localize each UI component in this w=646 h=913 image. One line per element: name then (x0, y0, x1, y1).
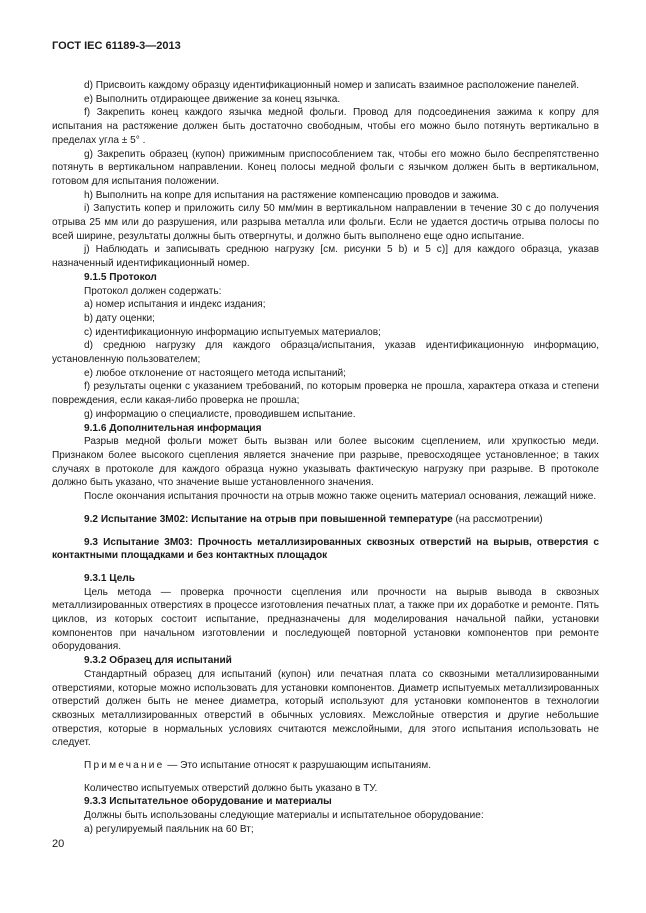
hole-count-text: Количество испытуемых отверстий должно быть указано в ТУ. (84, 782, 378, 794)
note (52, 759, 599, 773)
equipment-item-a: a) регулируемый паяльник на 60 Вт; (84, 823, 254, 835)
page-number: 20 (52, 838, 65, 850)
heading-9-2-title: 9.2 Испытание 3М02: Испытание на отрыв при повышенной температуре (84, 513, 453, 525)
note-text: — Это испытание относят к разрушающим испытаниям. (164, 760, 432, 772)
step-e: e) Выполнить отдирающее движение за конец язычка. (84, 93, 341, 105)
protocol-intro: Протокол должен содержать: (84, 285, 222, 297)
step-f: f) Закрепить конец каждого язычка медной фольги. Провод для подсоединения зажима к копру для испытания на растяжение должен быть достаточно свободным, чтобы его можно было потянуть вертикально в пределах угла ± 5° . (52, 107, 599, 146)
additional-info-2: После окончания испытания прочности на отрыв можно также оценить материал основания, лежащий ниже. (84, 491, 597, 503)
protocol-item-g: g) информацию о специалисте, проводившем испытание. (84, 408, 356, 420)
step-d: d) Присвоить каждому образцу идентификационный номер и записать взаимное расположение панелей. (84, 80, 580, 91)
heading-9-3-1: 9.3.1 Цель (84, 572, 135, 584)
additional-info-1: Разрыв медной фольги может быть вызван или более высоким сцеплением, или хрупкостью меди. Признаком более высокого сцепления является значение при разрыве, превосходящее установленное; в таких случаях в протоколе для каждого образца нужно указывать фактическую нагрузку при разрыве. В протоколе должно быть указано, что значение выше установленного значения. (52, 436, 599, 489)
heading-9-3-2: 9.3.2 Образец для испытаний (84, 655, 232, 667)
step-g: g) Закрепить образец (купон) прижимным приспособлением так, чтобы его можно было беспрепятственно потянуть в вертикальном направлении. Конец полосы медной фольги с язычком должен быть в вертикальном, готовом для испытания положении. (52, 148, 599, 187)
purpose-text: Цель метода — проверка прочности сцепления или прочности на вырыв вывода в сквозных металлизированных отверстиях в процессе изготовления печатных плат, а также при их доработке и ремонте. Пять циклов, из которых состоит испытание, предназначены для моделирования начальной пайки, установки компонентов при начальном изготовлении и последующей повторной установки компонентов при ремонте оборудования. (52, 586, 599, 653)
specimen-text: Стандартный образец для испытаний (купон) или печатная плата со сквозными металлизированными отверстиями, которые можно использовать для установки компонентов. Диаметр испытуемых металлизированных отверстий должен быть не менее диаметра, который используют для установки компонентов в технологии сквозных металлизированных отверстий в обычных условиях. Межслойные отверстия и другие небольшие отверстия, которые в нормальных условиях считаются межслойными, для этого испытания использовать не следует. (52, 668, 599, 749)
note-label: Примечание (84, 760, 165, 772)
protocol-item-c: c) идентификационную информацию испытуемых материалов; (84, 326, 381, 338)
protocol-item-d: d) среднюю нагрузку для каждого образца/испытания, указав идентификационную информацию, установленную пользователем; (52, 340, 599, 366)
heading-9-2 (52, 513, 599, 527)
step-j: j) Наблюдать и записывать среднюю нагрузку [см. рисунки 5 b) и 5 c)] для каждого образца, указав назначенный идентификационный номер. (52, 244, 599, 270)
heading-9-1-5: 9.1.5 Протокол (84, 271, 157, 283)
heading-9-1-6: 9.1.6 Дополнительная информация (84, 422, 262, 434)
step-h: h) Выполнить на копре для испытания на растяжение компенсацию проводов и зажима. (84, 189, 500, 201)
protocol-item-f: f) результаты оценки с указанием требований, по которым проверка не прошла, характера отказа и степени повреждения, если какая-либо проверка не прошла; (52, 381, 599, 407)
protocol-item-b: b) дату оценки; (84, 312, 155, 324)
heading-9-3-3: 9.3.3 Испытательное оборудование и материалы (84, 796, 332, 808)
step-i: i) Запустить копер и приложить силу 50 мм/мин в вертикальном направлении в течение 30 с до получения отрыва 25 мм или до разрушения, или разрыва металла или фольги. Если не удается достичь отрыва полосы по всей ширине, результаты должны быть отвергнуты, и должно быть выполнено еще одно испытание. (52, 203, 599, 242)
heading-9-3: 9.3 Испытание 3М03: Прочность металлизированных сквозных отверстий на вырыв, отверстия с контактными площадками и без контактных площадок (52, 536, 599, 562)
protocol-item-e: e) любое отклонение от настоящего метода испытаний; (84, 367, 346, 379)
heading-9-2-status: (на рассмотрении) (452, 513, 543, 525)
page-content (52, 79, 599, 837)
equipment-intro: Должны быть использованы следующие материалы и испытательное оборудование: (84, 810, 484, 822)
document-header: ГОСТ IEC 61189-3—2013 (52, 40, 181, 52)
protocol-item-a: a) номер испытания и индекс издания; (84, 299, 266, 311)
